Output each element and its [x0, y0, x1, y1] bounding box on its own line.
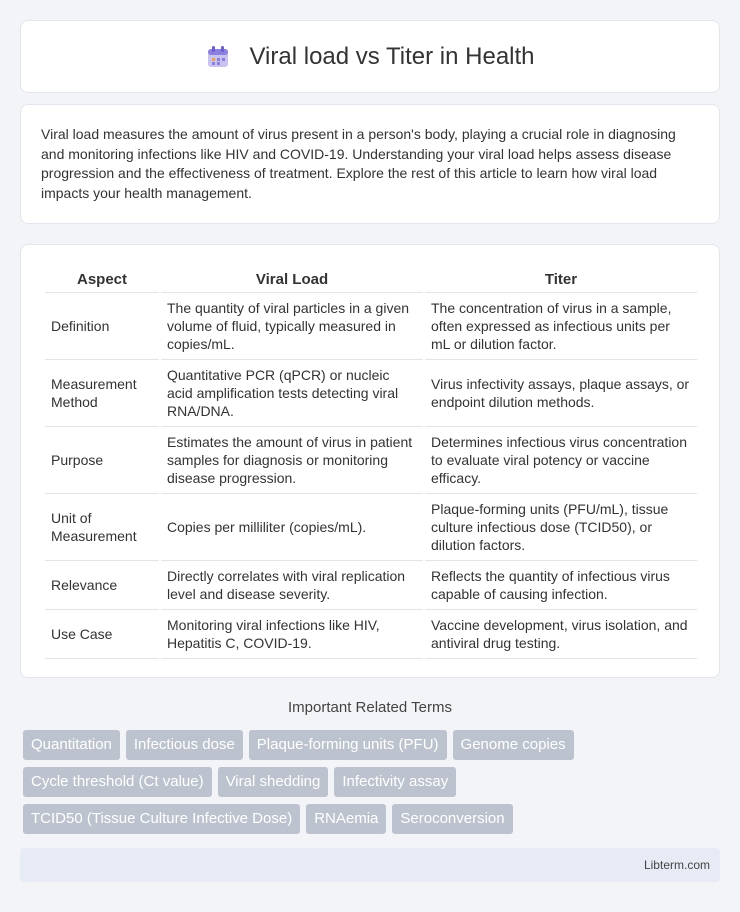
row-titer: Determines infectious virus concentration to evaluate viral potency or vaccine efficacy. — [425, 427, 697, 494]
tag-row — [23, 767, 723, 797]
tag[interactable]: Plaque-forming units (PFU) — [249, 730, 447, 760]
table-row — [45, 561, 697, 610]
tag[interactable]: Genome copies — [453, 730, 574, 760]
row-aspect: Purpose — [45, 427, 159, 494]
row-aspect: Use Case — [45, 610, 159, 659]
row-viral-load: Estimates the amount of virus in patient samples for diagnosis or monitoring disease progression. — [161, 427, 423, 494]
page-title: Viral load vs Titer in Health — [249, 42, 535, 70]
row-titer: Plaque-forming units (PFU/mL), tissue culture infectious dose (TCID50), or dilution factors. — [425, 494, 697, 561]
table-header-row — [45, 265, 697, 293]
row-viral-load: The quantity of viral particles in a given volume of fluid, typically measured in copies/mL. — [161, 293, 423, 360]
header-titer: Titer — [425, 265, 697, 293]
title-card — [20, 20, 720, 93]
row-titer: Reflects the quantity of infectious virus capable of causing infection. — [425, 561, 697, 610]
tag[interactable]: RNAemia — [306, 804, 386, 834]
tag-row — [23, 804, 723, 834]
row-viral-load: Quantitative PCR (qPCR) or nucleic acid amplification tests detecting viral RNA/DNA. — [161, 360, 423, 427]
tag[interactable]: Infectivity assay — [334, 767, 456, 797]
tag-row — [23, 730, 723, 760]
row-aspect: Measurement Method — [45, 360, 159, 427]
tag[interactable]: Viral shedding — [218, 767, 329, 797]
row-aspect: Definition — [45, 293, 159, 360]
title-wrap — [205, 43, 534, 71]
footer-brand-link[interactable]: Libterm.com — [643, 858, 710, 872]
footer — [20, 848, 720, 882]
row-viral-load: Copies per milliliter (copies/mL). — [161, 494, 423, 561]
related-terms-heading: Important Related Terms — [288, 699, 452, 716]
table-row — [45, 427, 697, 494]
table-row — [45, 293, 697, 360]
tag[interactable]: Infectious dose — [126, 730, 243, 760]
table-row — [45, 360, 697, 427]
header-aspect: Aspect — [45, 265, 159, 293]
header-viral-load: Viral Load — [161, 265, 423, 293]
row-viral-load: Monitoring viral infections like HIV, Hepatitis C, COVID-19. — [161, 610, 423, 659]
row-titer: The concentration of virus in a sample, often expressed as infectious units per mL or dilution factor. — [425, 293, 697, 360]
row-titer: Vaccine development, virus isolation, and antiviral drug testing. — [425, 610, 697, 659]
row-titer: Virus infectivity assays, plaque assays, or endpoint dilution methods. — [425, 360, 697, 427]
tag[interactable]: Seroconversion — [392, 804, 512, 834]
table-row — [45, 610, 697, 659]
calendar-icon — [205, 44, 231, 70]
row-aspect: Unit of Measurement — [45, 494, 159, 561]
tag[interactable]: Quantitation — [23, 730, 120, 760]
table-row — [45, 494, 697, 561]
intro-paragraph: Viral load measures the amount of virus present in a person's body, playing a crucial role in diagnosing and monitoring infections like HIV and COVID-19. Understanding your viral load helps assess disease progression and the effectiveness of treatment. Explore the rest of this article to learn how viral load impacts your health management. — [41, 126, 676, 201]
comparison-card — [20, 244, 720, 678]
comparison-table — [43, 265, 699, 659]
intro-card — [20, 104, 720, 224]
tag[interactable]: TCID50 (Tissue Culture Infective Dose) — [23, 804, 300, 834]
row-viral-load: Directly correlates with viral replication level and disease severity. — [161, 561, 423, 610]
tag[interactable]: Cycle threshold (Ct value) — [23, 767, 212, 797]
related-terms — [23, 730, 723, 841]
row-aspect: Relevance — [45, 561, 159, 610]
